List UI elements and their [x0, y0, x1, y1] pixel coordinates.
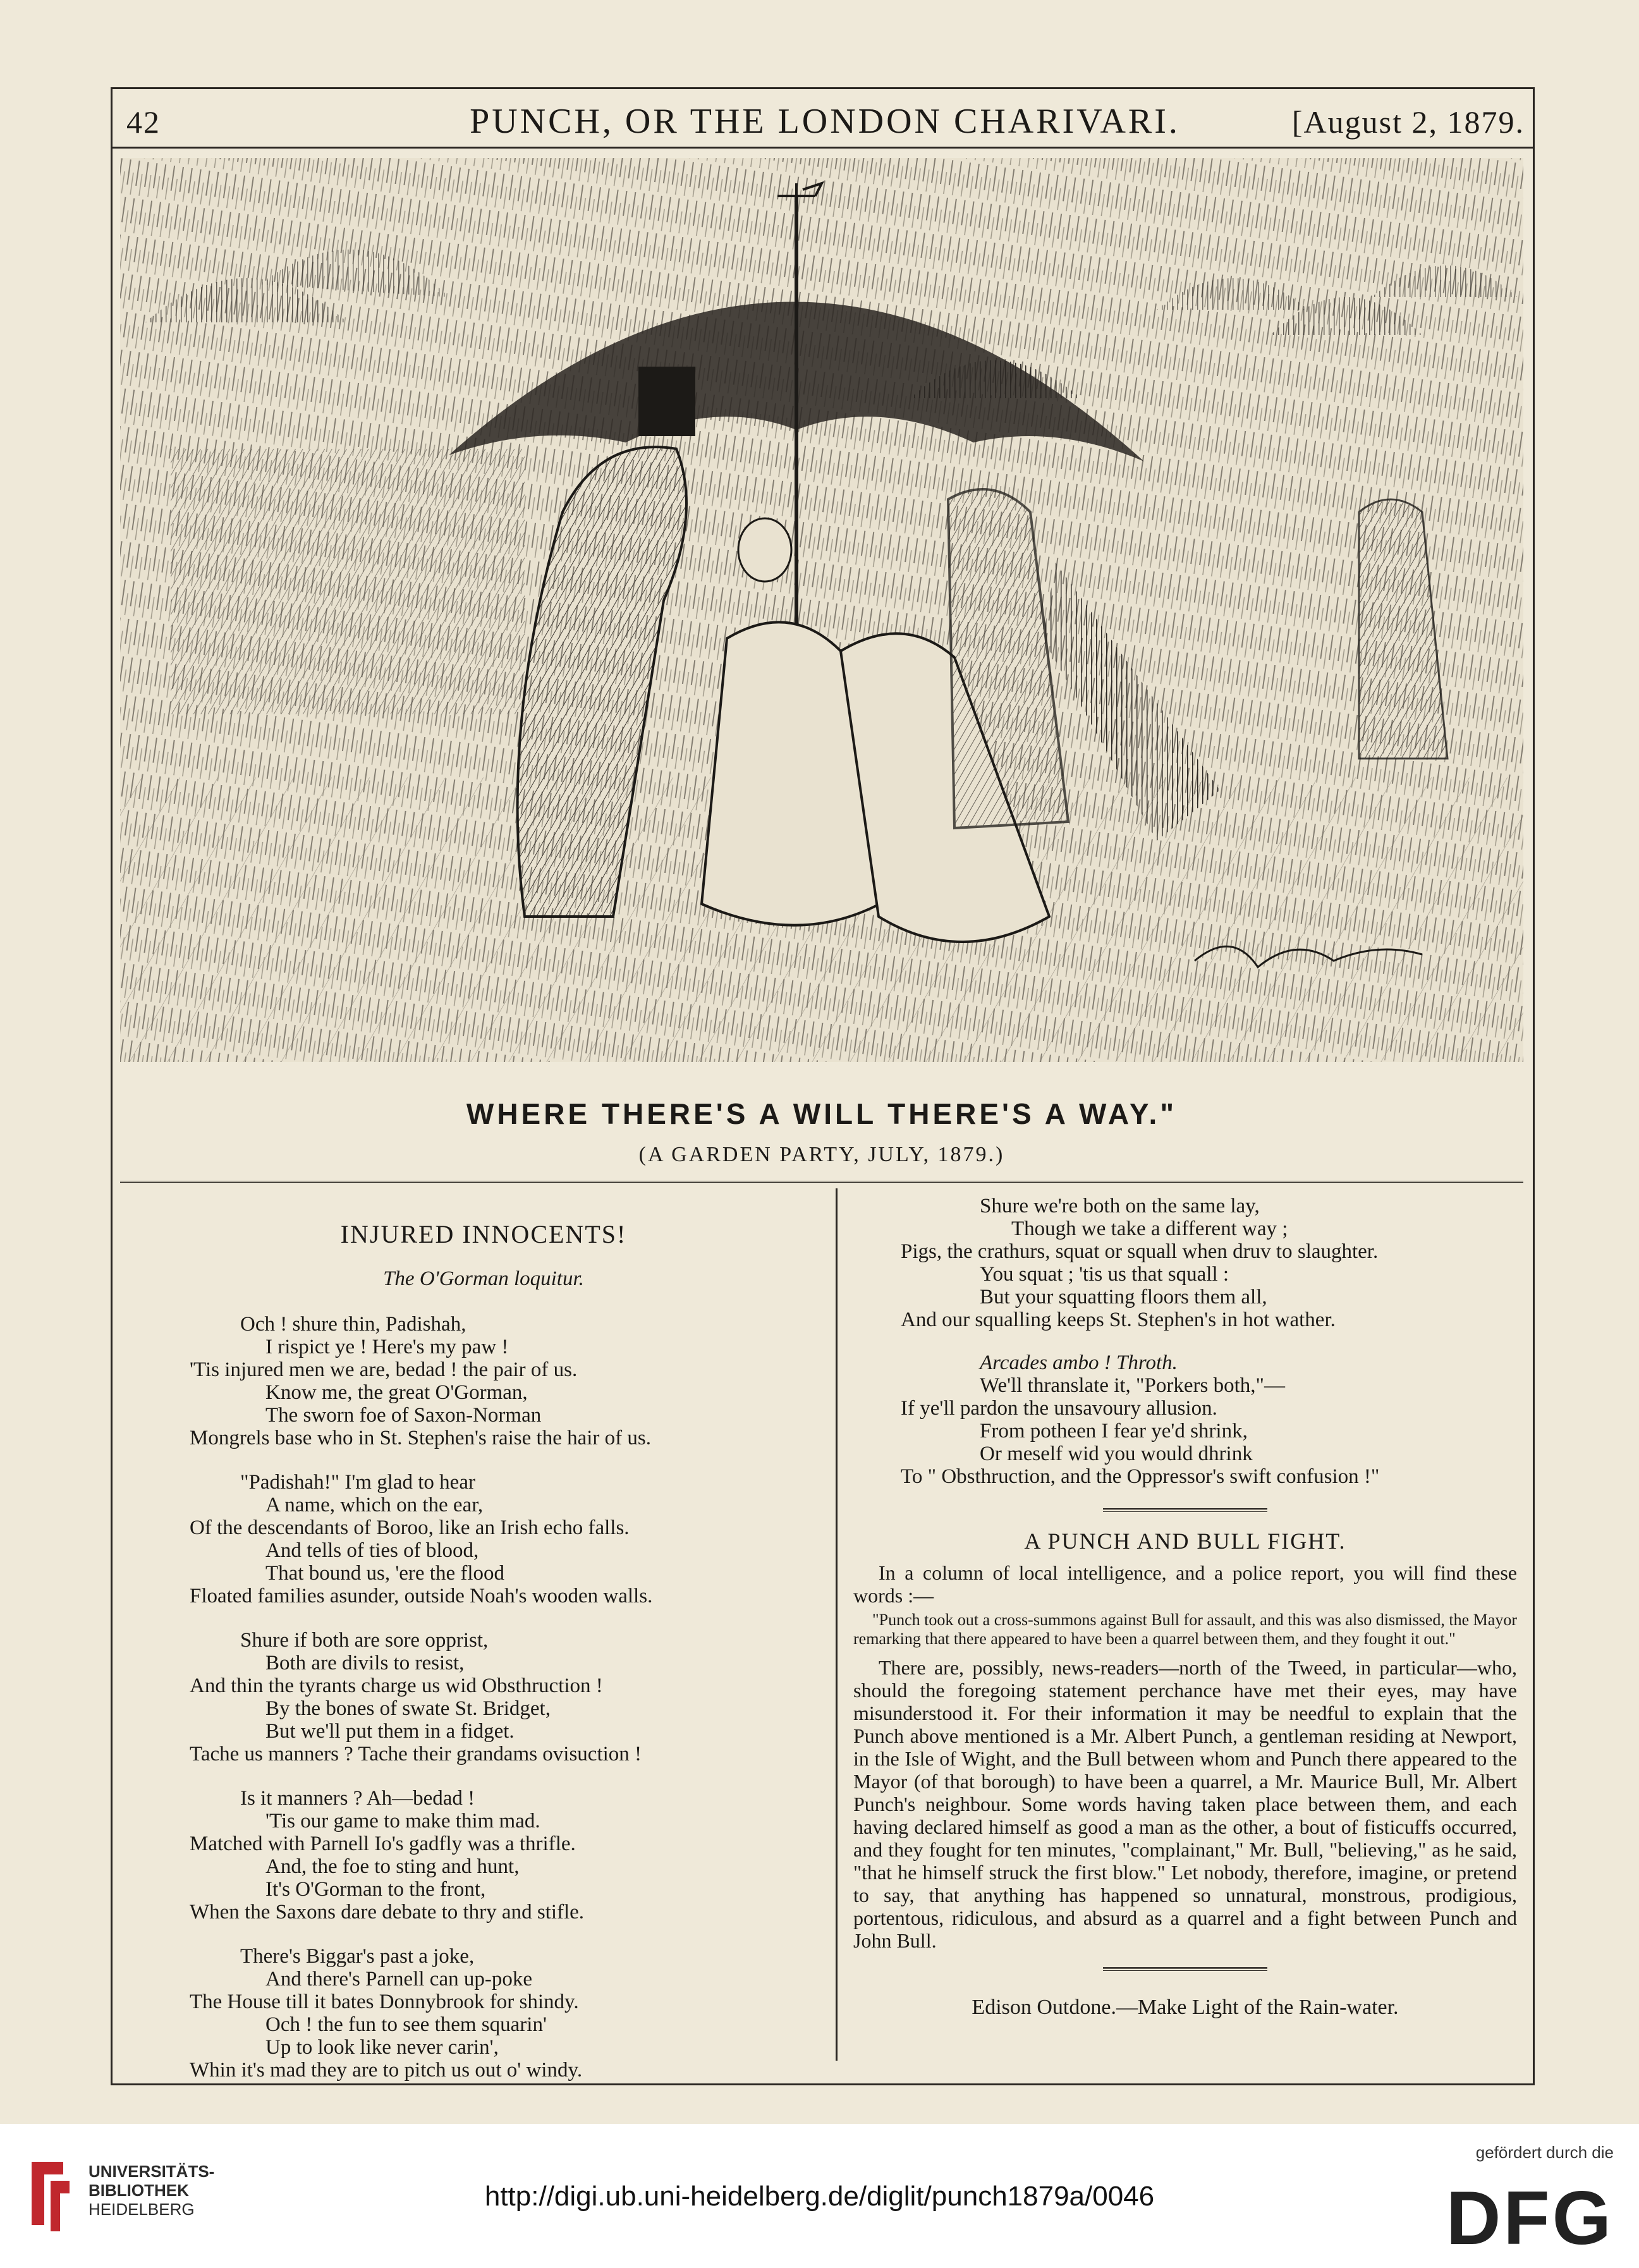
page-border-right [1533, 87, 1535, 2085]
article-separator [1103, 1967, 1267, 1971]
poem-line: Shure if both are sore opprist, [240, 1629, 489, 1652]
poem-line: We'll thranslate it, "Porkers both,"— [980, 1374, 1285, 1397]
page-border-left [111, 87, 113, 2085]
poem-line: And tells of ties of blood, [265, 1539, 479, 1562]
issue-date: [August 2, 1879. [1291, 104, 1525, 140]
page-number: 42 [126, 104, 161, 140]
article-title: A PUNCH AND BULL FIGHT. [1024, 1528, 1346, 1554]
poem-line: By the bones of swate St. Bridget, [265, 1697, 551, 1720]
column-rule [836, 1188, 838, 2061]
article-body: There are, possibly, news-readers—north of the Tweed, in particular—who, should the foregoing statement perchance have met their eyes, may have misunderstood it. For their information it may be needful to explain that the Punch above mentioned is a Mr. Albert Punch, a gentleman residing at Newport, in the Isle of Wight, and the Bull between whom and Punch there appeared to the Mayor (of that borough) to have been a quarrel, a Mr. Maurice Bull, Mr. Albert Punch's neighbour. Some words having taken place between them, and each having declared himself as good a man as the other, a bout of fisticuffs occurred, and they fought for ten minutes, "complainant," Mr. Bull, "believing," as he said, "that he himself struck the first blow." Let nobody, therefore, imagine, or pretend to say, that anything has happened so unnatural, monstrous, prodigious, portentous, ridiculous, and absurd as a quarrel and a fight between Punch and John Bull. [853, 1656, 1517, 1952]
poem-line: Matched with Parnell Io's gadfly was a thrifle. [190, 1832, 576, 1855]
poem-line: It's O'Gorman to the front, [265, 1878, 486, 1901]
dfg-logo: DFG [1446, 2176, 1614, 2260]
top-hat [638, 367, 695, 436]
poem-line: The sworn foe of Saxon-Norman [265, 1404, 542, 1427]
poem-stanza [853, 1351, 1517, 1488]
library-name-line: UNIVERSITÄTS- [88, 2162, 215, 2181]
poem-line: I rispict ye ! Here's my paw ! [265, 1336, 509, 1358]
poem-line: You squat ; 'tis us that squall : [980, 1263, 1229, 1286]
poem-line: Know me, the great O'Gorman, [265, 1381, 528, 1404]
poem-line: Up to look like never carin', [265, 2036, 499, 2059]
header-rule-bottom [111, 147, 1533, 149]
permalink-url[interactable]: http://digi.ub.uni-heidelberg.de/diglit/punch1879a/0046 [484, 2181, 1155, 2212]
poem-line: 'Tis injured men we are, bedad ! the pair of us. [190, 1358, 578, 1381]
poem-line: Mongrels base who in St. Stephen's raise the hair of us. [190, 1427, 651, 1449]
poem-line: Shure we're both on the same lay, [980, 1195, 1260, 1217]
poem-stanza [152, 1945, 815, 2082]
poem-line: A name, which on the ear, [265, 1494, 484, 1516]
article-quote: "Punch took out a cross-summons against Bull for assault, and this was also dismissed, the Mayor remarking that there appeared to have been a quarrel between them, and they fought it out." [853, 1611, 1517, 1648]
poem-line: Tache us manners ? Tache their grandams ovisuction ! [190, 1743, 642, 1765]
article-separator [1103, 1508, 1267, 1512]
poem-subtitle: The O'Gorman loquitur. [383, 1267, 584, 1290]
crowd-left [171, 449, 525, 714]
poem-line: And, the foe to sting and hunt, [265, 1855, 520, 1878]
digitization-footer [0, 2124, 1639, 2268]
poem-line: There's Biggar's past a joke, [240, 1945, 475, 1968]
poem-line: And our squalling keeps St. Stephen's in hot wather. [901, 1308, 1336, 1331]
poem-line: Though we take a different way ; [1011, 1217, 1288, 1240]
article-intro: In a column of local intelligence, and a police report, you will find these words :— [853, 1561, 1517, 1607]
masthead-title: PUNCH, OR THE LONDON CHARIVARI. [470, 102, 1180, 141]
tagline: Edison Outdone.—Make Light of the Rain-water. [972, 1996, 1399, 2019]
header-rule-top [111, 87, 1533, 89]
cartoon-illustration [120, 158, 1523, 1062]
poem-line: And thin the tyrants charge us wid Obsthruction ! [190, 1674, 603, 1697]
poem-line: The House till it bates Donnybrook for shindy. [190, 1991, 579, 2013]
cartoon-caption: WHERE THERE'S A WILL THERE'S A WAY." [466, 1097, 1178, 1130]
poem-line: If ye'll pardon the unsavoury allusion. [901, 1397, 1217, 1420]
poem-line: Is it manners ? Ah—bedad ! [240, 1787, 475, 1810]
library-name-line: HEIDELBERG [88, 2200, 195, 2219]
poem-line: Arcades ambo ! Throth. [980, 1351, 1178, 1374]
poem-line: Pigs, the crathurs, squat or squall when druv to slaughter. [901, 1240, 1379, 1263]
poem-line: Och ! the fun to see them squarin' [265, 2013, 547, 2036]
poem-stanza [152, 1787, 815, 1924]
poem-stanza [152, 1471, 815, 1607]
poem-title: INJURED INNOCENTS! [340, 1220, 627, 1248]
poem-line: That bound us, 'ere the flood [265, 1562, 505, 1585]
page-bottom-rule [111, 2083, 1535, 2085]
poem-line: Both are divils to resist, [265, 1652, 465, 1674]
poem-stanza [152, 1313, 815, 1449]
section-rule [120, 1181, 1523, 1183]
poem-line: "Padishah!" I'm glad to hear [240, 1471, 475, 1494]
poem-line: From potheen I fear ye'd shrink, [980, 1420, 1248, 1442]
poem-stanza [152, 1629, 815, 1765]
poem-line: Of the descendants of Boroo, like an Irish echo falls. [190, 1516, 630, 1539]
poem-line: But your squatting floors them all, [980, 1286, 1267, 1308]
poem-line: Or meself wid you would dhrink [980, 1442, 1253, 1465]
garden-party-engraving [120, 158, 1523, 1062]
cartoon-subcaption: (A GARDEN PARTY, JULY, 1879.) [638, 1143, 1005, 1166]
poem-line: 'Tis our game to make thim mad. [265, 1810, 540, 1832]
poem-line: When the Saxons dare debate to thry and stifle. [190, 1901, 585, 1924]
poem-stanza [853, 1195, 1517, 1331]
poem-line: To " Obsthruction, and the Oppressor's swift confusion !" [901, 1465, 1380, 1488]
right-column [853, 1195, 1517, 2019]
poem-line: And there's Parnell can up-poke [265, 1968, 532, 1991]
poem-injured-innocents [152, 1217, 815, 2103]
sponsor-text: gefördert durch die [1475, 2143, 1614, 2162]
page-header [120, 95, 1530, 145]
poem-line: Och ! shure thin, Padishah, [240, 1313, 466, 1336]
poem-line: Whin it's mad they are to pitch us out o' windy. [190, 2059, 583, 2082]
lady-head [738, 518, 791, 582]
poem-line: But we'll put them in a fidget. [265, 1720, 515, 1743]
library-name-line: BIBLIOTHEK [88, 2181, 189, 2200]
poem-line: Floated families asunder, outside Noah's wooden walls. [190, 1585, 653, 1607]
